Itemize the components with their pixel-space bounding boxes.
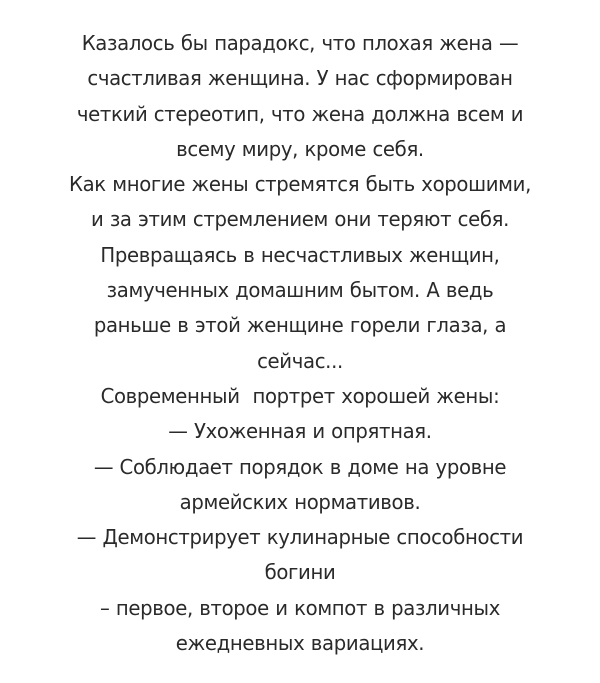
text-line: счастливая женщина. У нас сформирован xyxy=(87,66,513,91)
list-item-continuation: ежедневных вариациях. xyxy=(175,631,425,656)
text-line: Превращаясь в несчастливых женщин, xyxy=(100,242,500,267)
text-line: замученных домашним бытом. А ведь xyxy=(106,278,494,303)
section-heading: Современный портрет хорошей жены: xyxy=(100,383,500,408)
text-line: Казалось бы парадокс, что плохая жена — xyxy=(81,31,519,55)
list-item: — Ухоженная и опрятная. xyxy=(168,419,432,444)
list-item: — Демонстрирует кулинарные способности xyxy=(76,525,524,550)
article-text xyxy=(0,26,600,661)
list-item: – первое, второе и компот в различных xyxy=(100,595,500,620)
text-line: четкий стереотип, что жена должна всем и xyxy=(76,101,524,126)
list-item-continuation: богини xyxy=(264,560,336,585)
text-line: Как многие жены стремятся быть хорошими, xyxy=(68,172,531,197)
text-line: сейчас... xyxy=(257,348,343,373)
text-line: и за этим стремлением они теряют себя. xyxy=(90,207,510,232)
text-line: всему миру, кроме себя. xyxy=(176,136,424,161)
text-line: раньше в этой женщине горели глаза, а xyxy=(93,313,507,338)
list-item-continuation: армейских нормативов. xyxy=(179,489,421,514)
list-item: — Соблюдает порядок в доме на уровне xyxy=(93,454,507,479)
